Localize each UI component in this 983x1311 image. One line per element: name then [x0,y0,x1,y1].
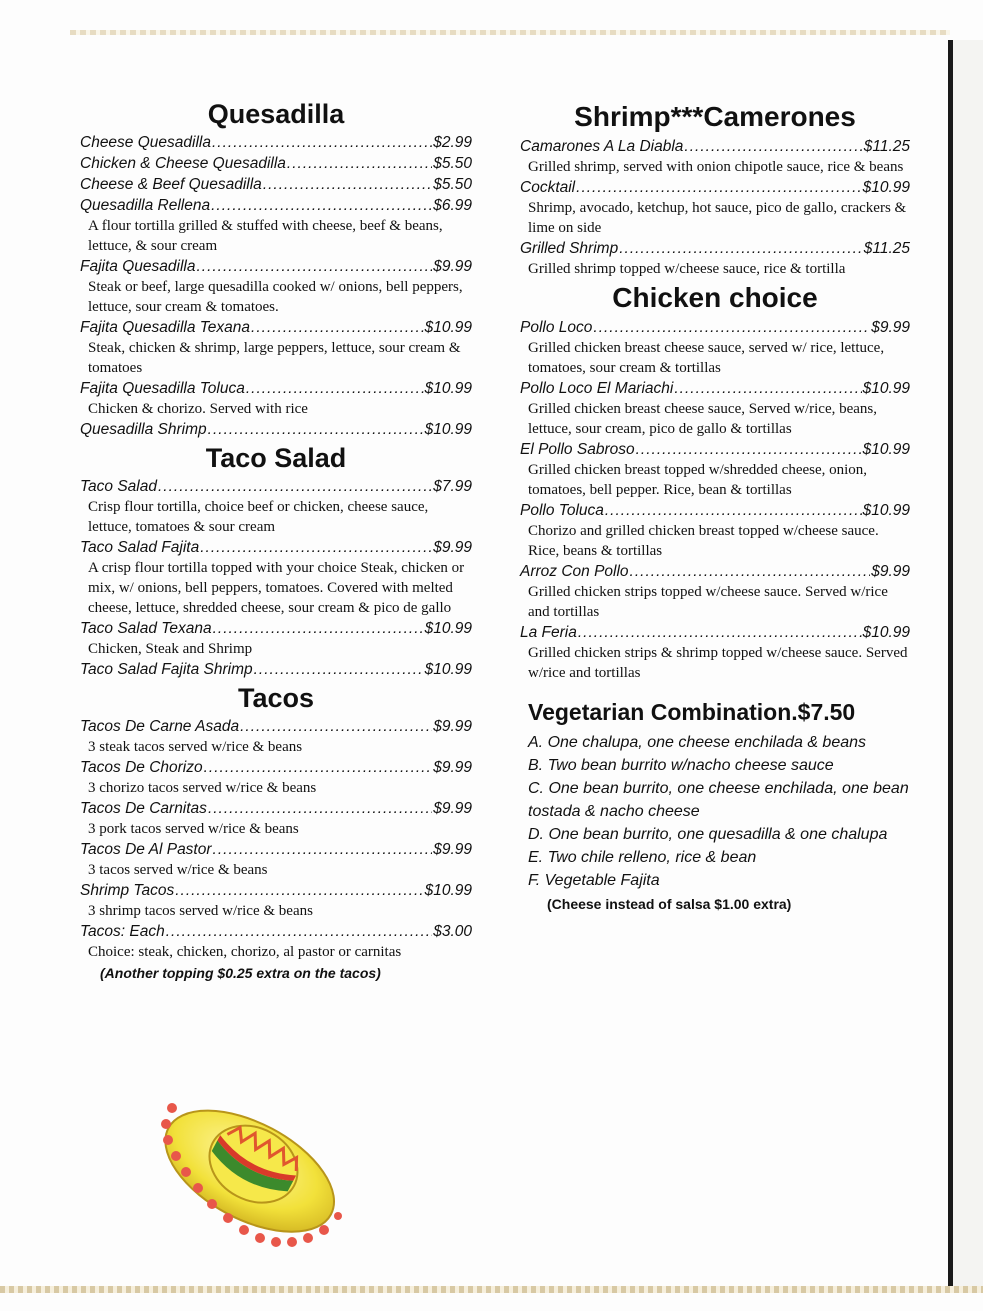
item-name: Grilled Shrimp [520,240,619,257]
dot-leader [576,177,861,198]
item-description: Steak, chicken & shrimp, large peppers, lettuce, sour cream & tomatoes [88,340,461,376]
item-name: Cheese Quesadilla [80,134,211,151]
menu-item [80,798,472,819]
vegetarian-option: B. Two bean burrito w/nacho cheese sauce [528,757,834,774]
dot-leader [630,561,871,582]
menu-item [80,921,472,942]
item-price: $10.99 [862,624,910,641]
item-price: $9.99 [871,319,910,336]
item-price: $9.99 [871,563,910,580]
dot-leader [166,921,432,942]
item-name: Camarones A La Diabla [520,138,684,155]
item-price: $10.99 [424,319,472,336]
item-name: Tacos De Al Pastor [80,841,212,858]
item-name: Tacos: Each [80,923,165,940]
page-edge [948,40,953,1286]
dot-leader [593,317,870,338]
menu-item [520,177,910,198]
item-description: Chicken & chorizo. Served with rice [88,401,308,417]
vegetarian-option: C. One bean burrito, one cheese enchilada, one bean tostada & nacho cheese [528,780,909,820]
section-title: Taco Salad [205,443,347,473]
item-description: Grilled chicken breast cheese sauce, served w/ rice, lettuce, tomatoes, sour cream & tortillas [528,340,885,376]
menu-section-quesadilla [80,96,472,440]
section-title: Chicken choice [612,282,818,313]
section-note: (Another topping $0.25 extra on the tacos) [100,965,381,981]
menu-section-tacos [80,680,472,984]
item-price: $10.99 [862,441,910,458]
item-price: $10.99 [424,661,472,678]
item-name: Fajita Quesadilla Texana [80,319,251,336]
item-description: Grilled chicken strips topped w/cheese sauce. Served w/rice and tortillas [528,584,888,620]
item-description: Grilled chicken strips & shrimp topped w/cheese sauce. Served w/rice and tortillas [528,645,908,681]
dot-leader [208,419,424,440]
item-description: Shrimp, avocado, ketchup, hot sauce, pico de gallo, crackers & lime on side [528,200,907,236]
item-price: $5.50 [433,155,472,172]
item-price: $11.25 [863,138,910,155]
menu-item [520,136,910,157]
item-name: Tacos De Chorizo [80,759,203,776]
item-description: Crisp flour tortilla, choice beef or chicken, cheese sauce, lettuce, tomatoes & sour cream [88,499,429,535]
item-price: $3.00 [433,923,472,940]
item-price: $9.99 [433,258,472,275]
dot-leader [578,622,862,643]
item-description: 3 pork tacos served w/rice & beans [88,821,299,837]
item-price: $7.99 [433,478,472,495]
menu-item [520,500,910,521]
menu-item [80,476,472,497]
menu-item [80,174,472,195]
item-name: Quesadilla Rellena [80,197,211,214]
dot-leader [254,659,424,680]
item-description: Grilled chicken breast topped w/shredded cheese, onion, tomatoes, bell pepper. Rice, bean & tortillas [528,462,868,498]
item-name: Pollo Loco El Mariachi [520,380,674,397]
menu-item [80,618,472,639]
item-price: $10.99 [424,620,472,637]
dot-leader [246,378,424,399]
sombrero-icon [158,1080,348,1250]
top-border-decoration [70,30,950,35]
dot-leader [175,880,423,901]
menu-item [80,378,472,399]
menu-item [80,195,472,216]
item-name: Quesadilla Shrimp [80,421,207,438]
dot-leader [287,153,432,174]
item-price: $10.99 [424,380,472,397]
section-title: Shrimp***Camerones [574,101,856,132]
section-title: Tacos [237,683,315,713]
item-description: Chorizo and grilled chicken breast topped w/cheese sauce. Rice, beans & tortillas [528,523,879,559]
menu-item [80,132,472,153]
item-description: 3 shrimp tacos served w/rice & beans [88,903,313,919]
item-name: Cocktail [520,179,576,196]
dot-leader [212,132,432,153]
menu-item [520,317,910,338]
menu-section-chicken-choice [520,279,910,683]
menu-item [80,880,472,901]
item-description: Grilled shrimp, served with onion chipotle sauce, rice & beans [528,159,904,175]
item-description: 3 chorizo tacos served w/rice & beans [88,780,317,796]
menu-item [80,419,472,440]
menu-item [520,378,910,399]
dot-leader [208,798,432,819]
vegetarian-option: A. One chalupa, one cheese enchilada & beans [528,734,867,751]
left-column [80,96,472,984]
item-price: $10.99 [862,502,910,519]
vegetarian-option: D. One bean burrito, one quesadilla & one chalupa [528,826,888,843]
item-name: Taco Salad Fajita [80,539,200,556]
dot-leader [196,256,432,277]
item-name: Pollo Toluca [520,502,604,519]
menu-item [80,256,472,277]
item-name: Chicken & Cheese Quesadilla [80,155,286,172]
item-price: $10.99 [424,882,472,899]
menu-section-taco-salad [80,440,472,680]
dot-leader [213,839,433,860]
menu-item [520,238,910,259]
item-name: El Pollo Sabroso [520,441,635,458]
page-margin [953,40,983,1286]
item-description: Steak or beef, large quesadilla cooked w/ onions, bell peppers, lettuce, sour cream & tomatoes. [88,279,463,315]
item-name: Pollo Loco [520,319,593,336]
bottom-border-decoration [0,1286,983,1293]
item-price: $9.99 [433,718,472,735]
menu-item [80,317,472,338]
dot-leader [636,439,862,460]
item-name: La Feria [520,624,577,641]
menu-item [80,716,472,737]
item-price: $10.99 [862,179,910,196]
item-price: $9.99 [433,539,472,556]
item-price: $2.99 [433,134,472,151]
dot-leader [158,476,432,497]
right-column [520,98,910,916]
item-description: Choice: steak, chicken, chorizo, al pastor or carnitas [88,944,402,960]
item-name: Arroz Con Pollo [520,563,629,580]
menu-item [80,757,472,778]
item-price: $9.99 [433,800,472,817]
item-description: Grilled chicken breast cheese sauce, Served w/rice, beans, lettuce, sour cream, pico de gallo & tortillas [528,401,878,437]
item-price: $6.99 [433,197,472,214]
dot-leader [211,195,432,216]
item-name: Fajita Quesadilla [80,258,196,275]
vegetarian-title: Vegetarian Combination.$7.50 [528,699,856,725]
menu-item [520,561,910,582]
item-price: $5.50 [433,176,472,193]
item-name: Cheese & Beef Quesadilla [80,176,262,193]
dot-leader [674,378,861,399]
dot-leader [605,500,862,521]
dot-leader [263,174,432,195]
item-price: $10.99 [424,421,472,438]
item-price: $10.99 [862,380,910,397]
item-description: A crisp flour tortilla topped with your choice Steak, chicken or mix, w/ onions, bell peppers, tomatoes. Covered with melted cheese, lettuce, shredded cheese, sour cream & pico de gallo [88,560,465,616]
dot-leader [213,618,424,639]
menu-item [80,659,472,680]
section-title: Quesadilla [207,99,345,129]
item-name: Tacos De Carne Asada [80,718,240,735]
menu-item [80,839,472,860]
item-price: $11.25 [863,240,910,257]
item-name: Shrimp Tacos [80,882,175,899]
item-description: 3 steak tacos served w/rice & beans [88,739,303,755]
vegetarian-option: E. Two chile relleno, rice & bean [528,849,757,866]
menu-item [520,439,910,460]
menu-item [520,622,910,643]
item-description: A flour tortilla grilled & stuffed with cheese, beef & beans, lettuce, & sour cream [88,218,443,254]
item-name: Fajita Quesadilla Toluca [80,380,245,397]
item-price: $9.99 [433,841,472,858]
menu-item [80,537,472,558]
item-name: Tacos De Carnitas [80,800,207,817]
item-price: $9.99 [433,759,472,776]
dot-leader [240,716,432,737]
menu-item [80,153,472,174]
item-description: 3 tacos served w/rice & beans [88,862,268,878]
item-description: Grilled shrimp topped w/cheese sauce, rice & tortilla [528,261,846,277]
item-name: Taco Salad Texana [80,620,212,637]
dot-leader [684,136,862,157]
item-description: Chicken, Steak and Shrimp [88,641,253,657]
item-name: Taco Salad Fajita Shrimp [80,661,253,678]
dot-leader [200,537,432,558]
dot-leader [251,317,424,338]
menu-section-shrimp-camerones [520,98,910,279]
vegetarian-option: F. Vegetable Fajita [528,872,660,889]
dot-leader [204,757,433,778]
item-name: Taco Salad [80,478,157,495]
dot-leader [619,238,863,259]
vegetarian-note: (Cheese instead of salsa $1.00 extra) [547,896,792,912]
